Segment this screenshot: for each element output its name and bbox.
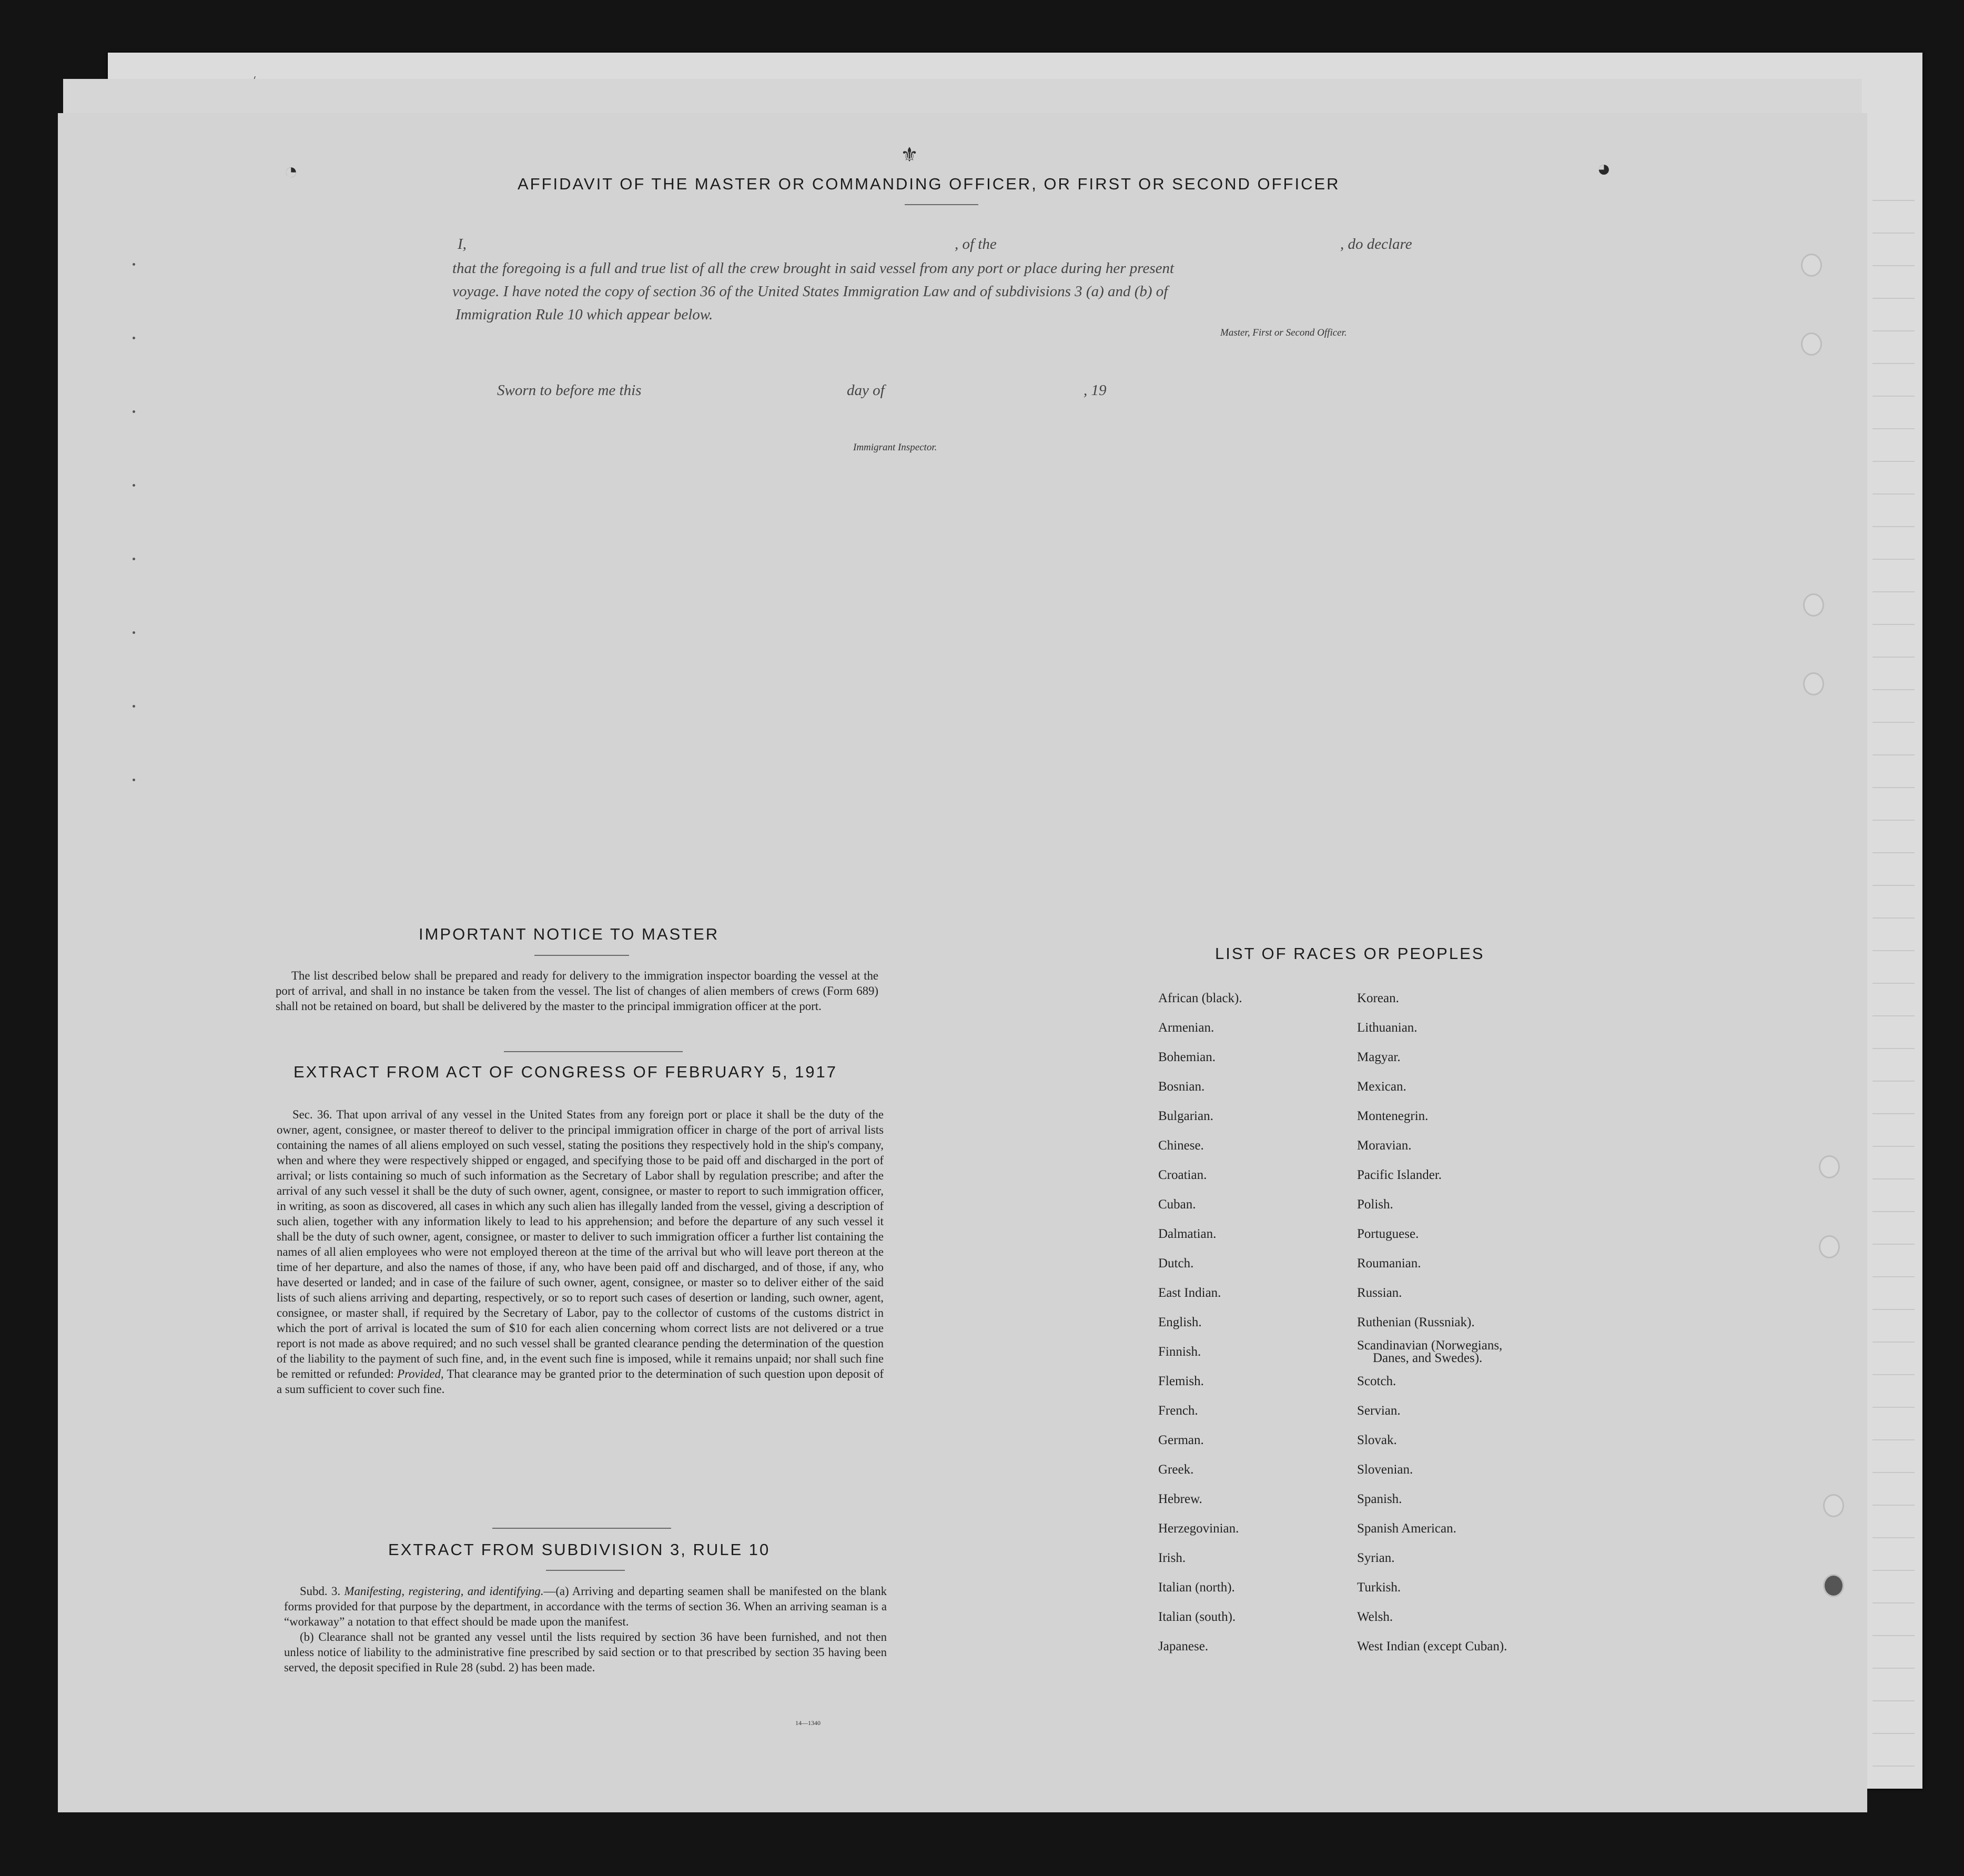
race-item: Cuban. xyxy=(1158,1197,1196,1212)
race-item: Bulgarian. xyxy=(1158,1109,1213,1123)
subd-label: Subd. 3. xyxy=(300,1585,341,1598)
race-item: Spanish American. xyxy=(1357,1521,1456,1536)
race-item: Danes, and Swedes). xyxy=(1373,1351,1483,1365)
race-item: Polish. xyxy=(1357,1197,1393,1212)
race-item: Herzegovinian. xyxy=(1158,1521,1239,1536)
race-item: Finnish. xyxy=(1158,1345,1201,1359)
punch-hole-icon xyxy=(1801,254,1822,277)
race-item: Turkish. xyxy=(1357,1580,1401,1595)
subd-text-b: (b) Clearance shall not be granted any vessel until the lists required by section 36 have been furnished, and not then unless notice of liability to the administrative fine prescribed by said section or to that prescribed by section 35 having been served, the deposit specified in Rule 28 (subd. 2) has been made. xyxy=(284,1630,887,1674)
section-divider xyxy=(504,1051,683,1052)
race-item: English. xyxy=(1158,1315,1202,1329)
affidavit-line2: that the foregoing is a full and true list of all the crew brought in said vessel from any port or place during her present xyxy=(452,260,1175,277)
proviso-label: Provided, xyxy=(397,1367,444,1380)
race-item: German. xyxy=(1158,1433,1204,1447)
race-item-multiline xyxy=(1357,1337,1507,1367)
race-item: Dutch. xyxy=(1158,1256,1194,1270)
form-code: 14—1340 xyxy=(795,1719,821,1727)
section-body: That upon arrival of any vessel in the United States from any foreign port or place it shall be the duty of the owner, agent, consignee, or master thereof to deliver to the principal immigration officer in charge of the port of arrival lists containing the names of all aliens employed on such vessel, stating the positions they respectively hold in the ship's company, when and where they were respectively shipped or engaged, and specifying those to be paid off and discharged in the port of arrival; or lists containing so much of such information as the Secretary of Labor shall by regulation prescribe; and after the arrival of any such vessel it shall be the duty of such owner, agent, consignee, or master to report to such immigration officer, in writing, as soon as discovered, all cases in which any such alien has illegally landed from the vessel, giving a description of such alien, together with any information likely to lead to his apprehension; and before the departure of any such vessel it shall be the duty of such owner, agent, consignee, or master to deliver to such immigration officer a further list containing the names of all alien employees who were not employed thereon at the time of the arrival but who will leave port thereon at the time of her departure, and also the names of those, if any, who have been paid off and discharged, and of those, if any, who have deserted or landed; and in case of the failure of such owner, agent, consignee, or master so to deliver either of the said lists of such aliens arriving and departing, respectively, or so to report such cases of desertion or landing, such owner, agent, consignee, or master shall, if required by the Secretary of Labor, pay to the collector of customs of the customs district in which the port of arrival is located the sum of $10 for each alien concerning whom correct lists are not delivered or a true report is not made as above required; and no such vessel shall be granted clearance pending the determination of the question of the liability to the payment of such fine, and, in the event such fine is imposed, while it remains unpaid; nor shall such fine be remitted or refunded: xyxy=(277,1108,884,1380)
race-item: Italian (north). xyxy=(1158,1580,1235,1595)
punch-hole-icon xyxy=(1823,1494,1844,1517)
front-sheet xyxy=(58,113,1867,1812)
race-item: Scandinavian (Norwegians, xyxy=(1357,1338,1503,1353)
race-item: African (black). xyxy=(1158,991,1242,1005)
race-item: Spanish. xyxy=(1357,1492,1402,1506)
race-item: Scotch. xyxy=(1357,1374,1396,1388)
race-item: Roumanian. xyxy=(1357,1256,1421,1270)
punch-hole-icon xyxy=(1819,1155,1840,1178)
extract-rule-text xyxy=(284,1583,887,1675)
race-item: Dalmatian. xyxy=(1158,1227,1217,1241)
race-item: Armenian. xyxy=(1158,1021,1214,1035)
sworn-day-of: day of xyxy=(847,382,885,399)
race-item: Flemish. xyxy=(1158,1374,1204,1388)
subd-heading: Manifesting, registering, and identifying. xyxy=(344,1585,544,1598)
punch-hole-icon xyxy=(1801,332,1822,356)
section-label: Sec. 36. xyxy=(292,1108,332,1121)
section-divider xyxy=(492,1528,671,1529)
race-item: Montenegrin. xyxy=(1357,1109,1429,1123)
race-item: Ruthenian (Russniak). xyxy=(1357,1315,1475,1329)
affidavit-line3: voyage. I have noted the copy of section 36 of the United States Immigration Law and of subdivisions 3 (a) and (b) of xyxy=(452,283,1168,300)
inspector-label: Immigrant Inspector. xyxy=(853,442,937,453)
races-title: LIST OF RACES OR PEOPLES xyxy=(1215,944,1485,963)
affidavit-line1-mid: , of the xyxy=(955,236,997,253)
notice-text: The list described below shall be prepared and ready for delivery to the immigration inspector boarding the vessel at the port of arrival, and shall in no instance be taken from the vessel. The list of changes of alien members of crews (Form 689) shall not be retained on board, but shall be delivered by the master to the principal immigration officer at the port. xyxy=(276,969,878,1013)
punch-hole-icon xyxy=(1819,1235,1840,1258)
race-item: Moravian. xyxy=(1357,1138,1412,1153)
race-item: Lithuanian. xyxy=(1357,1021,1418,1035)
title-divider xyxy=(905,204,978,205)
race-item: Slovenian. xyxy=(1357,1463,1413,1477)
punch-hole-icon xyxy=(1803,672,1824,695)
affidavit-title: AFFIDAVIT OF THE MASTER OR COMMANDING OFFICER, OR FIRST OR SECOND OFFICER xyxy=(518,175,1340,193)
race-item: Korean. xyxy=(1357,991,1399,1005)
race-item: Servian. xyxy=(1357,1404,1401,1418)
notice-title: IMPORTANT NOTICE TO MASTER xyxy=(419,925,720,943)
race-item: Japanese. xyxy=(1158,1639,1209,1653)
race-item: French. xyxy=(1158,1404,1198,1418)
race-item: Hebrew. xyxy=(1158,1492,1202,1506)
punch-hole-icon xyxy=(1803,593,1824,617)
seal-icon: ◕ xyxy=(1597,156,1611,181)
race-item: Italian (south). xyxy=(1158,1610,1236,1624)
race-item: Pacific Islander. xyxy=(1357,1168,1442,1182)
subd-text-a: —(a) Arriving and departing seamen shall be manifested on the blank forms provided for that purpose by the department, in accordance with the terms of section 36. When an arriving seaman is a “workaway” a notation to that effect should be made upon the manifest. xyxy=(284,1585,887,1628)
race-item: Portuguese. xyxy=(1357,1227,1419,1241)
race-item: Irish. xyxy=(1158,1551,1186,1565)
races-column-1 xyxy=(1158,984,1242,1661)
affidavit-line4: Immigration Rule 10 which appear below. xyxy=(455,306,713,323)
extract-act-title: EXTRACT FROM ACT OF CONGRESS OF FEBRUARY 5, 1917 xyxy=(293,1063,838,1081)
race-item: Mexican. xyxy=(1357,1080,1406,1094)
extract-act-text xyxy=(277,1107,884,1397)
race-item: Russian. xyxy=(1357,1286,1402,1300)
race-item: Bosnian. xyxy=(1158,1080,1205,1094)
race-item: Bohemian. xyxy=(1158,1050,1216,1064)
race-item: Welsh. xyxy=(1357,1610,1393,1624)
races-column-2 xyxy=(1357,984,1507,1661)
affidavit-line1-start: I, xyxy=(458,236,467,253)
proviso-text: That clearance may be granted prior to the determination of such question upon deposit of a sum sufficient to cover such fine. xyxy=(277,1367,884,1396)
extract-rule-title: EXTRACT FROM SUBDIVISION 3, RULE 10 xyxy=(388,1540,771,1559)
notice-divider xyxy=(534,955,629,956)
race-item: Greek. xyxy=(1158,1463,1194,1477)
race-item: Chinese. xyxy=(1158,1138,1204,1153)
race-item: East Indian. xyxy=(1158,1286,1221,1300)
race-item: Slovak. xyxy=(1357,1433,1397,1447)
race-item: Syrian. xyxy=(1357,1551,1395,1565)
affidavit-line1-end: , do declare xyxy=(1340,236,1412,253)
punch-hole-icon xyxy=(1823,1574,1844,1597)
signature-label: Master, First or Second Officer. xyxy=(1220,327,1347,338)
emblem-icon: ⚜ xyxy=(900,144,919,166)
sworn-text: Sworn to before me this xyxy=(497,382,642,399)
sworn-year: , 19 xyxy=(1084,382,1107,399)
ruled-margin xyxy=(1872,168,1915,1773)
race-item: Magyar. xyxy=(1357,1050,1401,1064)
rule-divider xyxy=(546,1570,625,1571)
race-item: Croatian. xyxy=(1158,1168,1207,1182)
seal-icon: ◔ xyxy=(284,158,298,184)
race-item: West Indian (except Cuban). xyxy=(1357,1639,1507,1653)
